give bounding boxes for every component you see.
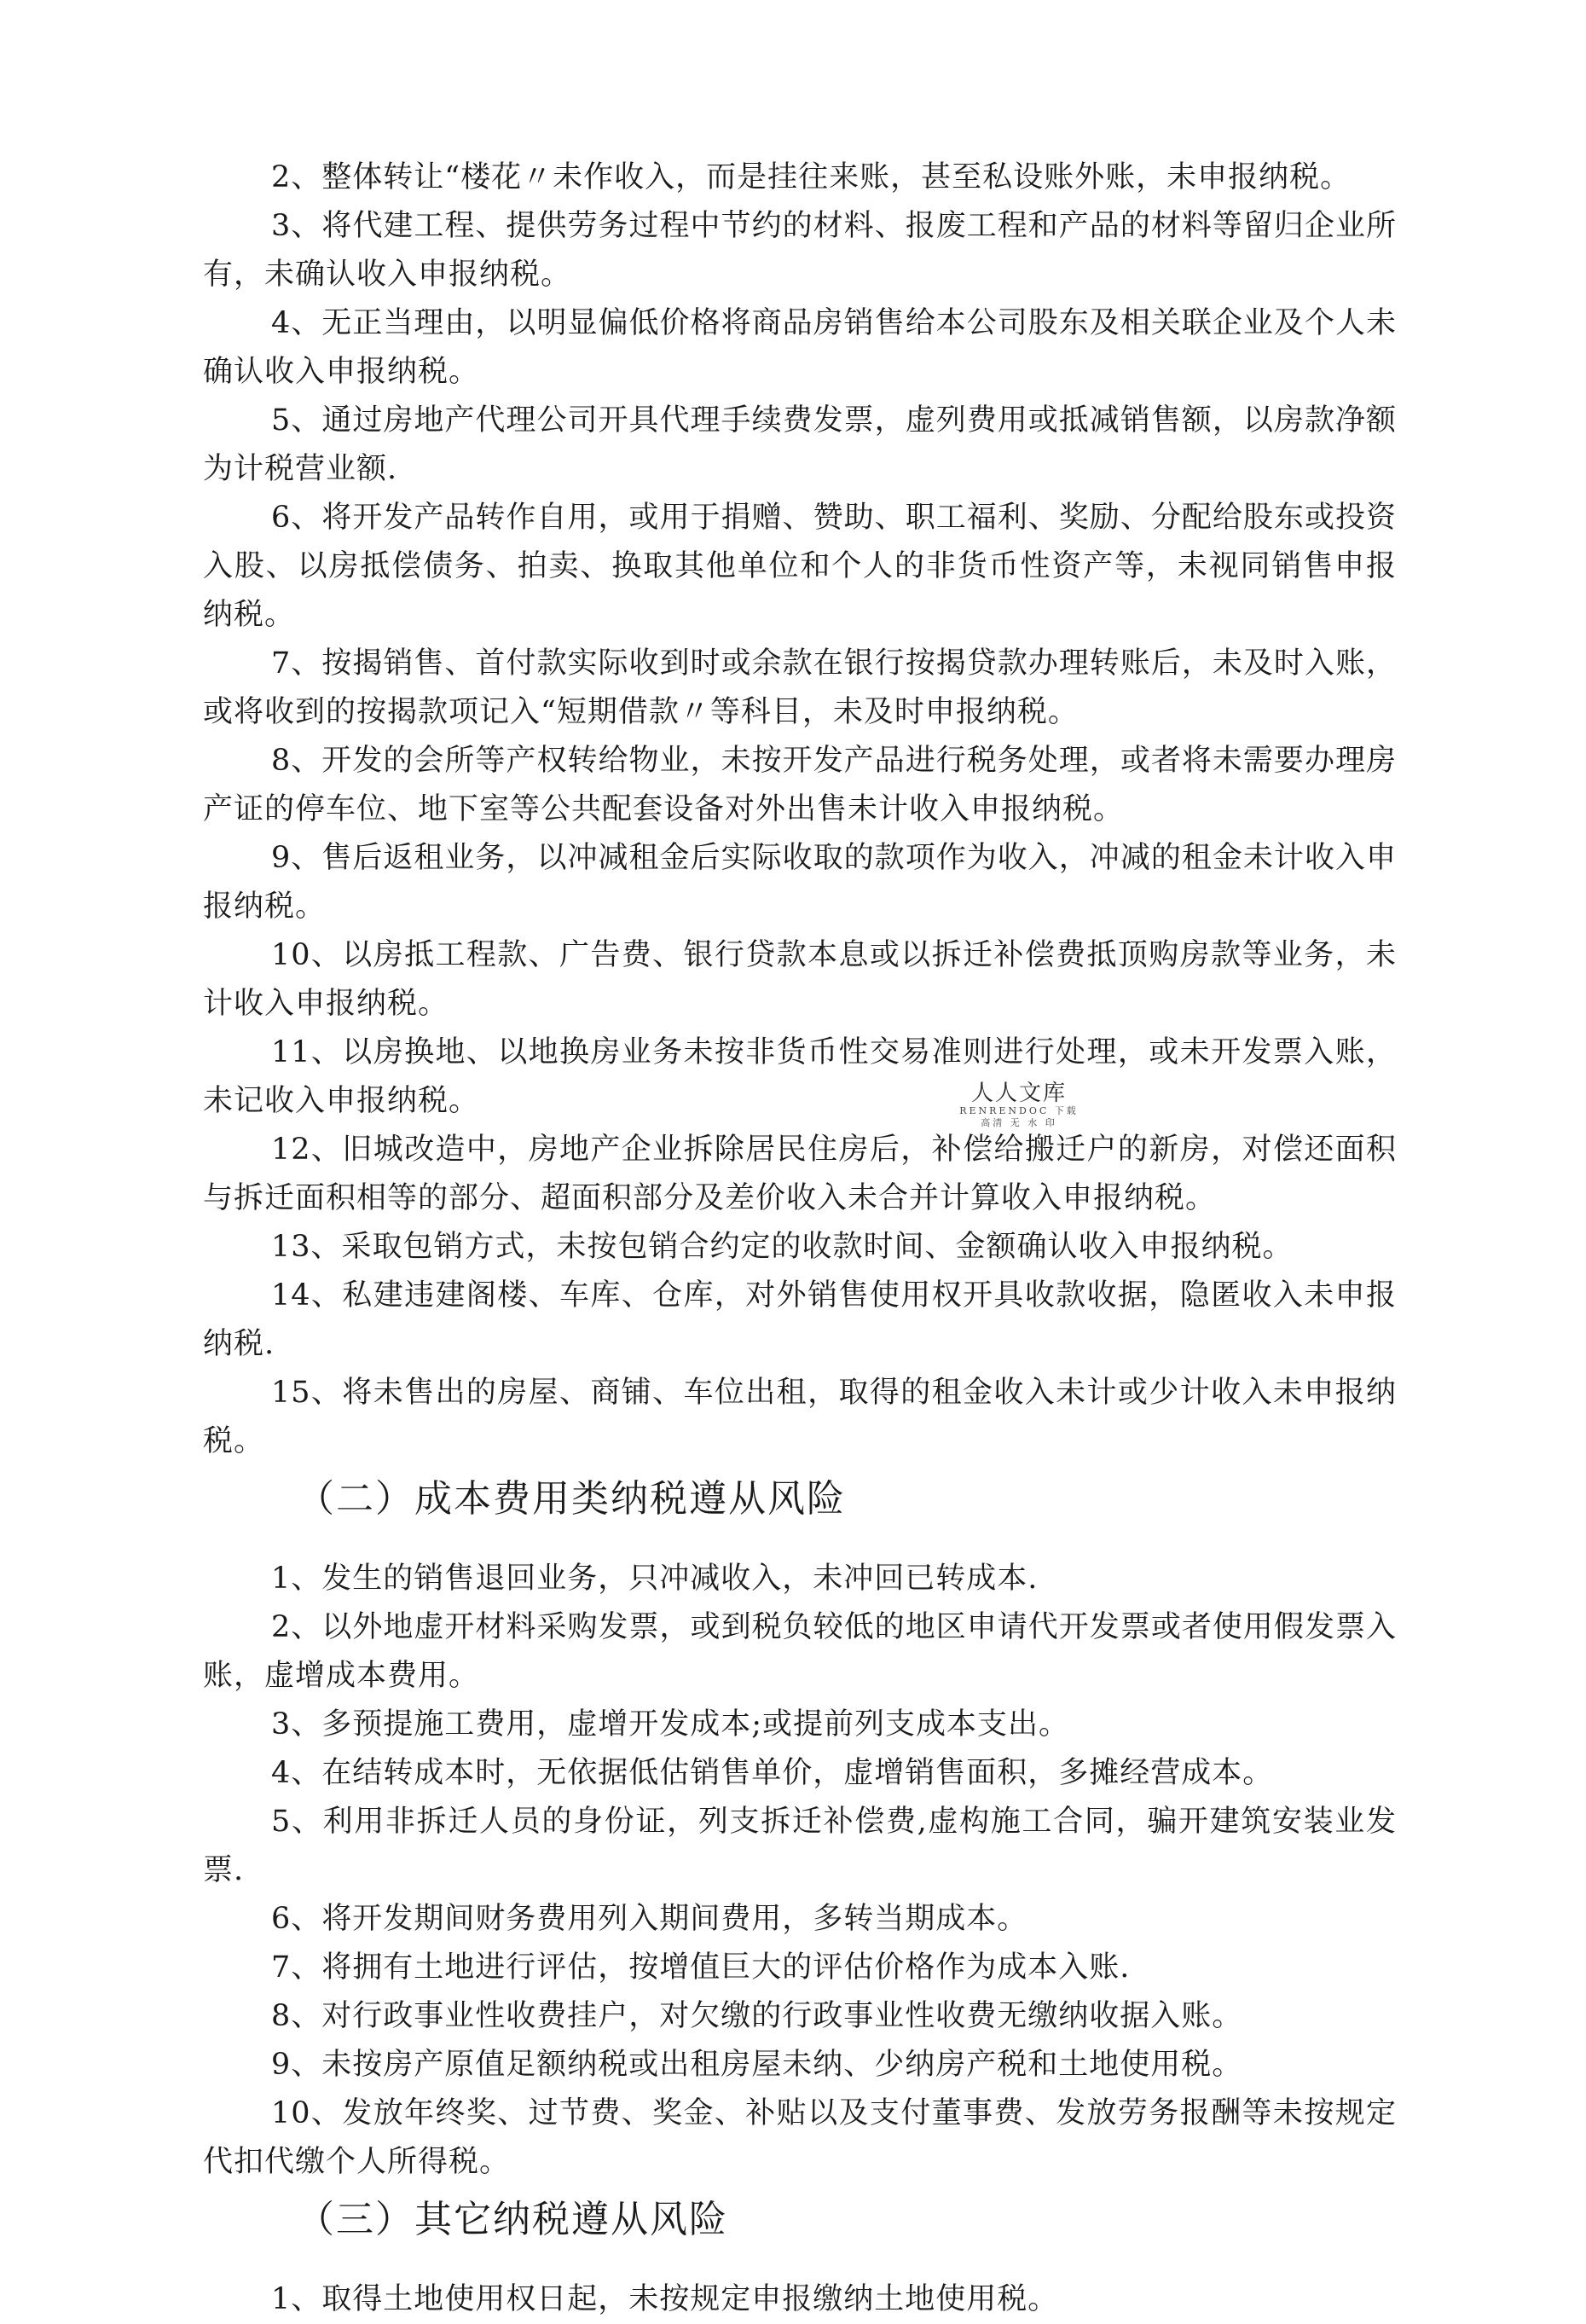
watermark-text: 人人文库 [970, 1081, 1067, 1106]
list-item: 14、私建违建阁楼、车库、仓库，对外销售使用权开具收款收据，隐匿收入未申报纳税. [203, 1278, 1397, 1361]
list-item: 4、在结转成本时，无依据低估销售单价，虚增销售面积，多摊经营成本。 [271, 1756, 1274, 1790]
list-item: 4、无正当理由，以明显偏低价格将商品房销售给本公司股东及相关联企业及个人未确认收入申报纳税。 [203, 306, 1397, 389]
risk-list-other [203, 2275, 1397, 2324]
list-item: 11、以房换地、以地换房业务未按非货币性交易准则进行处理，或未开发票入账，未记收入申报纳税。 [203, 1035, 1397, 1118]
document-body [203, 154, 1397, 2324]
risk-list-revenue [203, 154, 1397, 1466]
list-item: 6、将开发期间财务费用列入期间费用，多转当期成本。 [271, 1902, 1028, 1936]
list-item: 2、以外地虚开材料采购发票，或到税负较低的地区申请代开发票或者使用假发票入账，虚增成本费用。 [203, 1610, 1397, 1693]
list-item: 15、将未售出的房屋、商铺、车位出租，取得的租金收入未计或少计收入未申报纳税。 [203, 1376, 1397, 1458]
watermark-subtext: RENRENDOC 下载 高清 无 水 印 [959, 1105, 1079, 1128]
list-item: 9、售后返租业务，以冲减租金后实际收取的款项作为收入，冲减的租金未计收入申报纳税。 [203, 841, 1397, 924]
list-item: 8、对行政事业性收费挂户，对欠缴的行政事业性收费无缴纳收据入账。 [271, 1999, 1243, 2033]
list-item: 5、利用非拆迁人员的身份证，列支拆迁补偿费,虚构施工合同，骗开建筑安装业发票. [203, 1805, 1397, 1887]
list-item: 7、将拥有土地进行评估，按增值巨大的评估价格作为成本入账. [271, 1950, 1131, 1985]
section-heading-cost-expense: （二）成本费用类纳税遵从风险 [297, 1477, 846, 1521]
list-item: 12、旧城改造中，房地产企业拆除居民住房后，补偿给搬迁户的新房，对偿还面积与拆迁面积相等的部分、超面积部分及差价收入未合并计算收入申报纳税。 [203, 1133, 1397, 1215]
list-item: 9、未按房产原值足额纳税或出租房屋未纳、少纳房产税和土地使用税。 [271, 2048, 1243, 2082]
list-item: 10、以房抵工程款、广告费、银行贷款本息或以拆迁补偿费抵顶购房款等业务，未计收入申报纳税。 [203, 938, 1397, 1021]
list-item: 2、整体转让“楼花〃未作收入，而是挂往来账，甚至私设账外账，未申报纳税。 [271, 160, 1352, 194]
section-heading-other: （三）其它纳税遵从风险 [297, 2198, 728, 2241]
list-item: 6、将开发产品转作自用，或用于捐赠、赞助、职工福利、奖励、分配给股东或投资入股、以房抵偿债务、拍卖、换取其他单位和个人的非货币性资产等，未视同销售申报纳税。 [203, 501, 1397, 632]
list-item: 8、开发的会所等产权转给物业，未按开发产品进行税务处理，或者将未需要办理房产证的停车位、地下室等公共配套设备对外出售未计收入申报纳税。 [203, 744, 1397, 826]
list-item: 1、发生的销售退回业务，只冲减收入，未冲回已转成本. [271, 1562, 1039, 1596]
watermark-logo [951, 1081, 1087, 1129]
list-item: 13、采取包销方式，未按包销合约定的收款时间、金额确认收入申报纳税。 [271, 1230, 1294, 1264]
list-item: 3、多预提施工费用，虚增开发成本;或提前列支成本支出。 [271, 1707, 1070, 1742]
list-item: 10、发放年终奖、过节费、奖金、补贴以及支付董事费、发放劳务报酬等未按规定代扣代缴个人所得税。 [203, 2096, 1397, 2179]
list-item: 7、按揭销售、首付款实际收到时或余款在银行按揭贷款办理转账后，未及时入账，或将收到的按揭款项记入“短期借款〃等科目，未及时申报纳税。 [203, 646, 1397, 729]
list-item: 1、取得土地使用权日起，未按规定申报缴纳土地使用税。 [271, 2282, 1059, 2316]
list-item: 3、将代建工程、提供劳务过程中节约的材料、报废工程和产品的材料等留归企业所有，未确认收入申报纳税。 [203, 209, 1397, 292]
risk-list-cost-expense [203, 1555, 1397, 2187]
list-item: 5、通过房地产代理公司开具代理手续费发票，虚列费用或抵减销售额，以房款净额为计税营业额. [203, 403, 1397, 486]
